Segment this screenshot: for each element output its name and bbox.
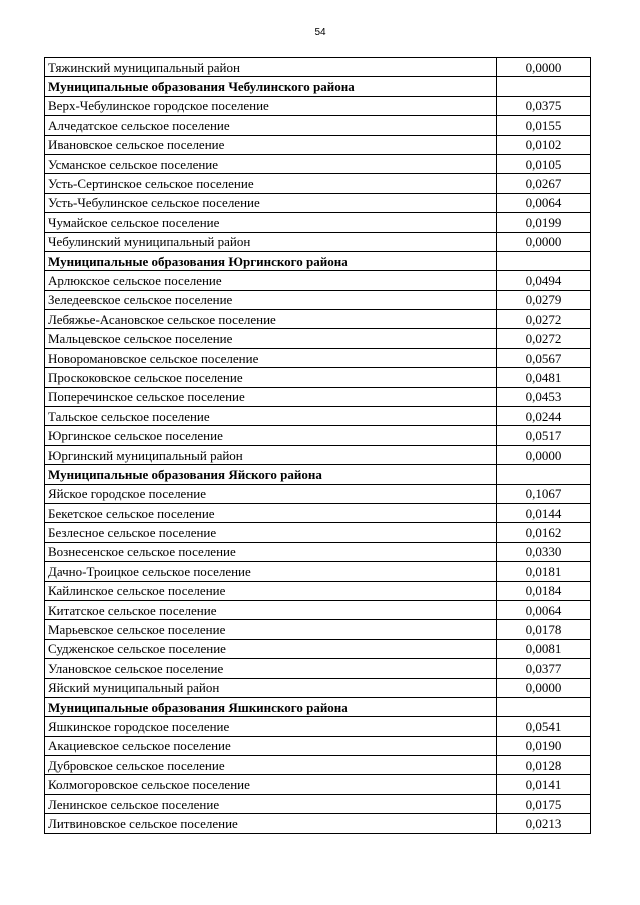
coefficient-value: 0,0184 [497,581,591,600]
table-row [45,154,591,173]
coefficient-value: 0,0375 [497,96,591,115]
coefficient-value: 0,0000 [497,232,591,251]
table-row [45,174,591,193]
municipality-name: Верх-Чебулинское городское поселение [45,96,497,115]
coefficient-value: 0,0155 [497,116,591,135]
coefficient-value: 0,0081 [497,639,591,658]
municipality-name: Тальское сельское поселение [45,407,497,426]
section-title: Муниципальные образования Чебулинского района [45,77,497,96]
municipality-name: Поперечинское сельское поселение [45,387,497,406]
municipality-name: Юргинский муниципальный район [45,445,497,464]
table-row [45,659,591,678]
coefficient-value: 0,0244 [497,407,591,426]
table-row [45,387,591,406]
table-row [45,310,591,329]
table-row [45,290,591,309]
coefficient-value: 0,0141 [497,775,591,794]
coefficient-value: 0,0330 [497,542,591,561]
municipality-name: Китатское сельское поселение [45,600,497,619]
coefficient-value: 0,0494 [497,271,591,290]
coefficient-value [497,465,591,484]
coefficient-value: 0,1067 [497,484,591,503]
table-body [45,58,591,834]
table-row [45,407,591,426]
coefficient-value: 0,0128 [497,756,591,775]
coefficient-value: 0,0144 [497,503,591,522]
municipality-name: Дубровское сельское поселение [45,756,497,775]
coefficient-value: 0,0517 [497,426,591,445]
municipality-name: Лебяжье-Асановское сельское поселение [45,310,497,329]
coefficient-value: 0,0272 [497,310,591,329]
coefficient-value: 0,0377 [497,659,591,678]
municipality-name: Улановское сельское поселение [45,659,497,678]
coefficient-value: 0,0000 [497,58,591,77]
municipality-name: Алчедатское сельское поселение [45,116,497,135]
coefficient-value: 0,0453 [497,387,591,406]
municipality-name: Безлесное сельское поселение [45,523,497,542]
coefficient-value: 0,0541 [497,717,591,736]
municipality-name: Мальцевское сельское поселение [45,329,497,348]
table-row [45,96,591,115]
municipality-name: Колмогоровское сельское поселение [45,775,497,794]
municipality-name: Бекетское сельское поселение [45,503,497,522]
municipality-name: Зеледеевское сельское поселение [45,290,497,309]
coefficients-table [44,57,591,834]
municipality-name: Акациевское сельское поселение [45,736,497,755]
municipality-name: Арлюкское сельское поселение [45,271,497,290]
coefficient-value: 0,0162 [497,523,591,542]
coefficient-value: 0,0102 [497,135,591,154]
coefficient-value: 0,0064 [497,600,591,619]
municipality-name: Ивановское сельское поселение [45,135,497,154]
table-row [45,523,591,542]
section-title: Муниципальные образования Яшкинского района [45,697,497,716]
municipality-name: Чебулинский муниципальный район [45,232,497,251]
municipality-name: Ленинское сельское поселение [45,794,497,813]
table-row [45,193,591,212]
table-row [45,232,591,251]
municipality-name: Усть-Сертинское сельское поселение [45,174,497,193]
table-row [45,213,591,232]
municipality-name: Яйское городское поселение [45,484,497,503]
coefficient-value: 0,0175 [497,794,591,813]
table-row [45,116,591,135]
table-row [45,542,591,561]
table-row [45,426,591,445]
coefficient-value: 0,0000 [497,678,591,697]
municipality-name: Юргинское сельское поселение [45,426,497,445]
table-row [45,58,591,77]
table-row [45,639,591,658]
coefficient-value [497,697,591,716]
municipality-name: Литвиновское сельское поселение [45,814,497,833]
coefficient-value: 0,0481 [497,368,591,387]
municipality-name: Тяжинский муниципальный район [45,58,497,77]
coefficient-value: 0,0567 [497,348,591,367]
section-title: Муниципальные образования Яйского района [45,465,497,484]
municipality-name: Проскоковское сельское поселение [45,368,497,387]
section-header-row [45,251,591,270]
table-row [45,581,591,600]
municipality-name: Усманское сельское поселение [45,154,497,173]
municipality-name: Марьевское сельское поселение [45,620,497,639]
table-row [45,794,591,813]
coefficient-value: 0,0181 [497,562,591,581]
table-row [45,756,591,775]
coefficient-value: 0,0199 [497,213,591,232]
section-header-row [45,465,591,484]
table-row [45,678,591,697]
municipality-name: Судженское сельское поселение [45,639,497,658]
section-header-row [45,697,591,716]
table-row [45,736,591,755]
table-row [45,775,591,794]
coefficient-value: 0,0213 [497,814,591,833]
table-row [45,135,591,154]
table-row [45,348,591,367]
municipality-name: Яшкинское городское поселение [45,717,497,736]
coefficient-value: 0,0272 [497,329,591,348]
coefficient-value: 0,0105 [497,154,591,173]
municipality-name: Усть-Чебулинское сельское поселение [45,193,497,212]
coefficient-value [497,251,591,270]
coefficient-value: 0,0178 [497,620,591,639]
municipality-name: Кайлинское сельское поселение [45,581,497,600]
table-row [45,368,591,387]
coefficient-value: 0,0000 [497,445,591,464]
table-row [45,484,591,503]
page-number: 54 [314,27,326,38]
table-row [45,503,591,522]
coefficient-value: 0,0190 [497,736,591,755]
municipality-name: Яйский муниципальный район [45,678,497,697]
table-row [45,717,591,736]
coefficient-value: 0,0279 [497,290,591,309]
municipality-name: Дачно-Троицкое сельское поселение [45,562,497,581]
municipality-name: Вознесенское сельское поселение [45,542,497,561]
table-row [45,814,591,833]
municipality-name: Чумайское сельское поселение [45,213,497,232]
section-title: Муниципальные образования Юргинского района [45,251,497,270]
table-row [45,562,591,581]
municipality-name: Новоромановское сельское поселение [45,348,497,367]
table-row [45,271,591,290]
coefficient-value: 0,0267 [497,174,591,193]
section-header-row [45,77,591,96]
table-row [45,445,591,464]
coefficient-value [497,77,591,96]
table-row [45,600,591,619]
table-row [45,620,591,639]
table-row [45,329,591,348]
coefficient-value: 0,0064 [497,193,591,212]
